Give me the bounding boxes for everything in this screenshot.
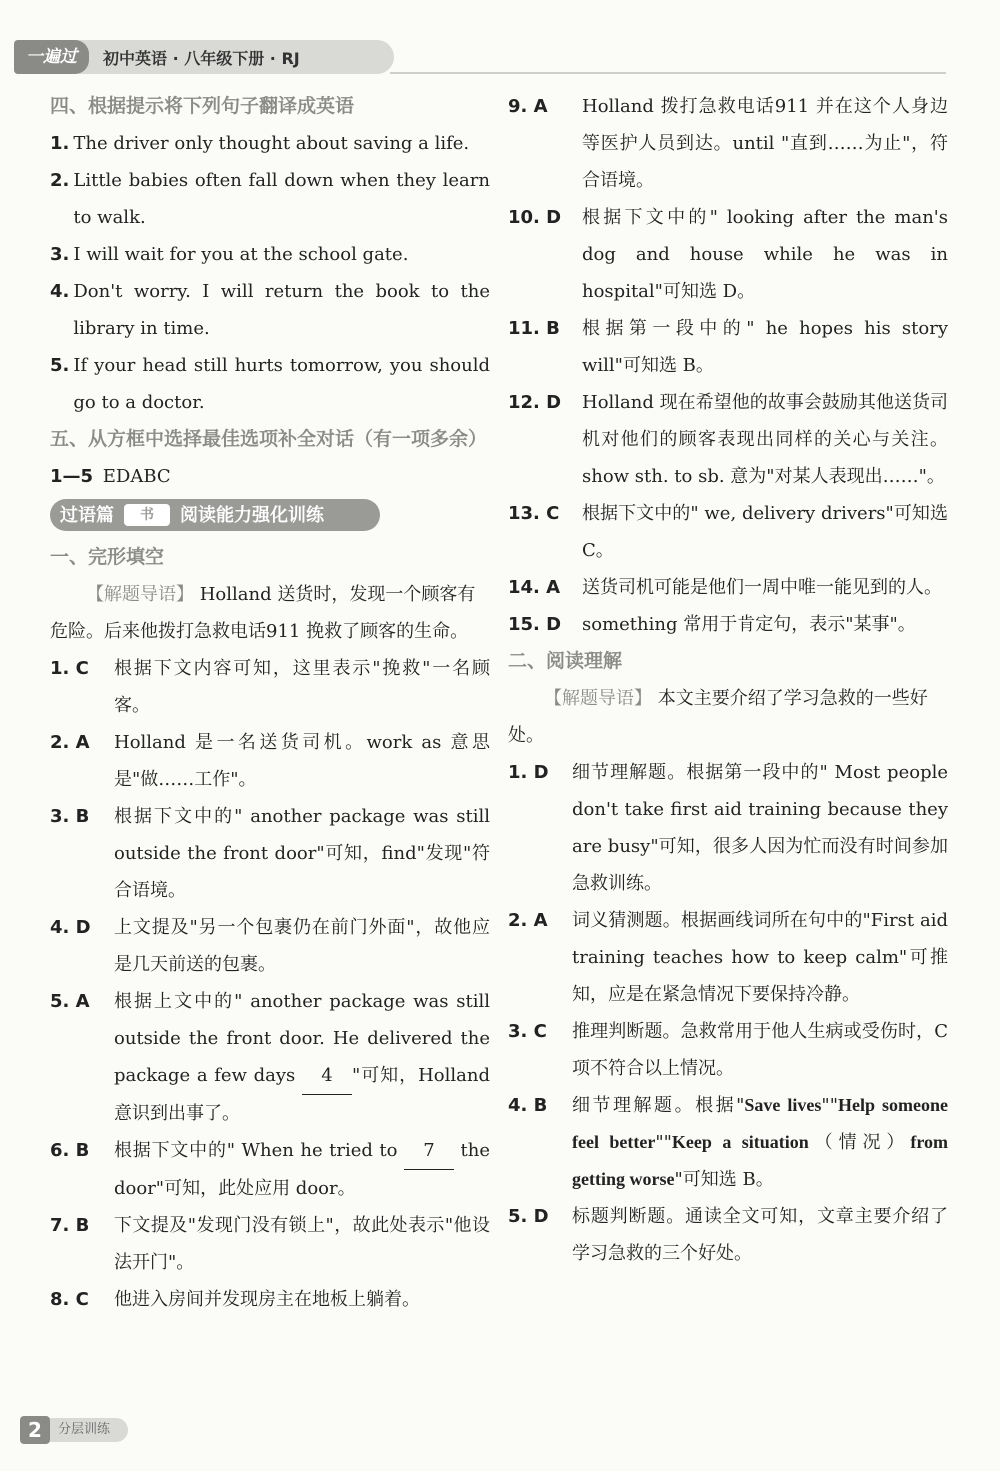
answer-row: 1—5 EDABC [50,466,171,487]
right-column [508,88,948,1272]
book-title: 初中英语 · 八年级下册 · RJ [103,48,300,68]
translation-item: 1. The driver only thought about saving a life. [50,133,470,154]
translation-item: 4. Don't worry. I will return the book to the library in time. [50,281,490,339]
section-heading-5: 五、从方框中选择最佳选项补全对话（有一项多余） [50,428,488,450]
answer-item: 1. C 根据下文内容可知，这里表示"挽救"一名顾客。 [50,658,490,716]
left-column [50,88,490,1318]
section-heading-4: 四、根据提示将下列句子翻译成英语 [50,95,355,117]
chapter-banner: 过语篇 书 阅读能力强化训练 [50,499,380,531]
answer-item: 4. D 上文提及"另一个包裹仍在前门外面"，故他应是几天前送的包裹。 [50,917,490,975]
answer-item: 7. B 下文提及"发现门没有锁上"，故此处表示"他设法开门"。 [50,1215,490,1273]
answer-item: 15. D something 常用于肯定句，表示"某事"。 [508,614,916,635]
blank-number: 4 [302,1057,352,1095]
page-footer [20,1416,128,1444]
translation-item: 2. Little babies often fall down when they learn to walk. [50,170,490,228]
answer-item: 3. C 推理判断题。急救常用于他人生病或受伤时，C 项不符合以上情况。 [508,1021,948,1079]
answer-item: 5. A 根据上文中的" another package was still outside the front door. He delivered the package a few days 4 "可知，Holland 意识到出事了。 [50,991,490,1124]
answer-item: 6. B 根据下文中的" When he tried to 7 the door"可知，此处应用 door。 [50,1132,490,1207]
answer-item: 5. D 标题判断题。通读全文可知，文章主要介绍了学习急救的三个好处。 [508,1206,948,1264]
answer-item: 2. A 词义猜测题。根据画线词所在句中的"First aid training teaches how to keep calm"可推知，应是在紧急情况下要保持冷静。 [508,910,948,1005]
section-heading-reading: 二、阅读理解 [508,650,623,672]
guide-paragraph: 【解题导语】 本文主要介绍了学习急救的一些好处。 [508,688,928,746]
section-heading-cloze: 一、完形填空 [50,546,165,568]
translation-item: 5. If your head still hurts tomorrow, you should go to a doctor. [50,355,490,413]
page-number: 2 [20,1416,50,1444]
header-rule [390,72,946,74]
translation-item: 3. I will wait for you at the school gate. [50,244,409,265]
blank-number: 7 [404,1132,454,1170]
answer-item: 11. B 根据第一段中的" he hopes his story will"可知选 B。 [508,318,948,376]
running-header [14,40,394,74]
guide-paragraph: 【解题导语】 Holland 送货时，发现一个顾客有危险。后来他拨打急救电话911 挽救了顾客的生命。 [50,584,476,642]
brand-logo: 一遍过 [14,40,89,74]
answer-item: 8. C 他进入房间并发现房主在地板上躺着。 [50,1289,420,1310]
answer-item: 9. A Holland 拨打急救电话911 并在这个人身边等医护人员到达。until "直到……为止"，符合语境。 [508,96,948,191]
answer-item: 12. D Holland 现在希望他的故事会鼓励其他送货司机对他们的顾客表现出同样的关心与关注。show sth. to sb. 意为"对某人表现出……"。 [508,392,948,487]
book-icon: 书 [124,504,170,526]
answer-item: 3. B 根据下文中的" another package was still outside the front door"可知，find"发现"符合语境。 [50,806,490,901]
answer-item: 10. D 根据下文中的" looking after the man's dog and house while he was in hospital"可知选 D。 [508,207,948,302]
answer-item: 14. A 送货司机可能是他们一周中唯一能见到的人。 [508,577,942,598]
answer-item: 13. C 根据下文中的" we, delivery drivers"可知选 C。 [508,503,948,561]
answer-item: 1. D 细节理解题。根据第一段中的" Most people don't take first aid training because they are busy"可知，很多人因为忙而没有时间参加急救训练。 [508,762,948,894]
answer-item: 4. B 细节理解题。根据"Save lives""Help someone feel better""Keep a situation（情况）from getting worse"可知选 B。 [508,1095,948,1190]
footer-label: 分层训练 [50,1418,128,1442]
answer-item: 2. A Holland 是一名送货司机。work as 意思是"做……工作"。 [50,732,490,790]
